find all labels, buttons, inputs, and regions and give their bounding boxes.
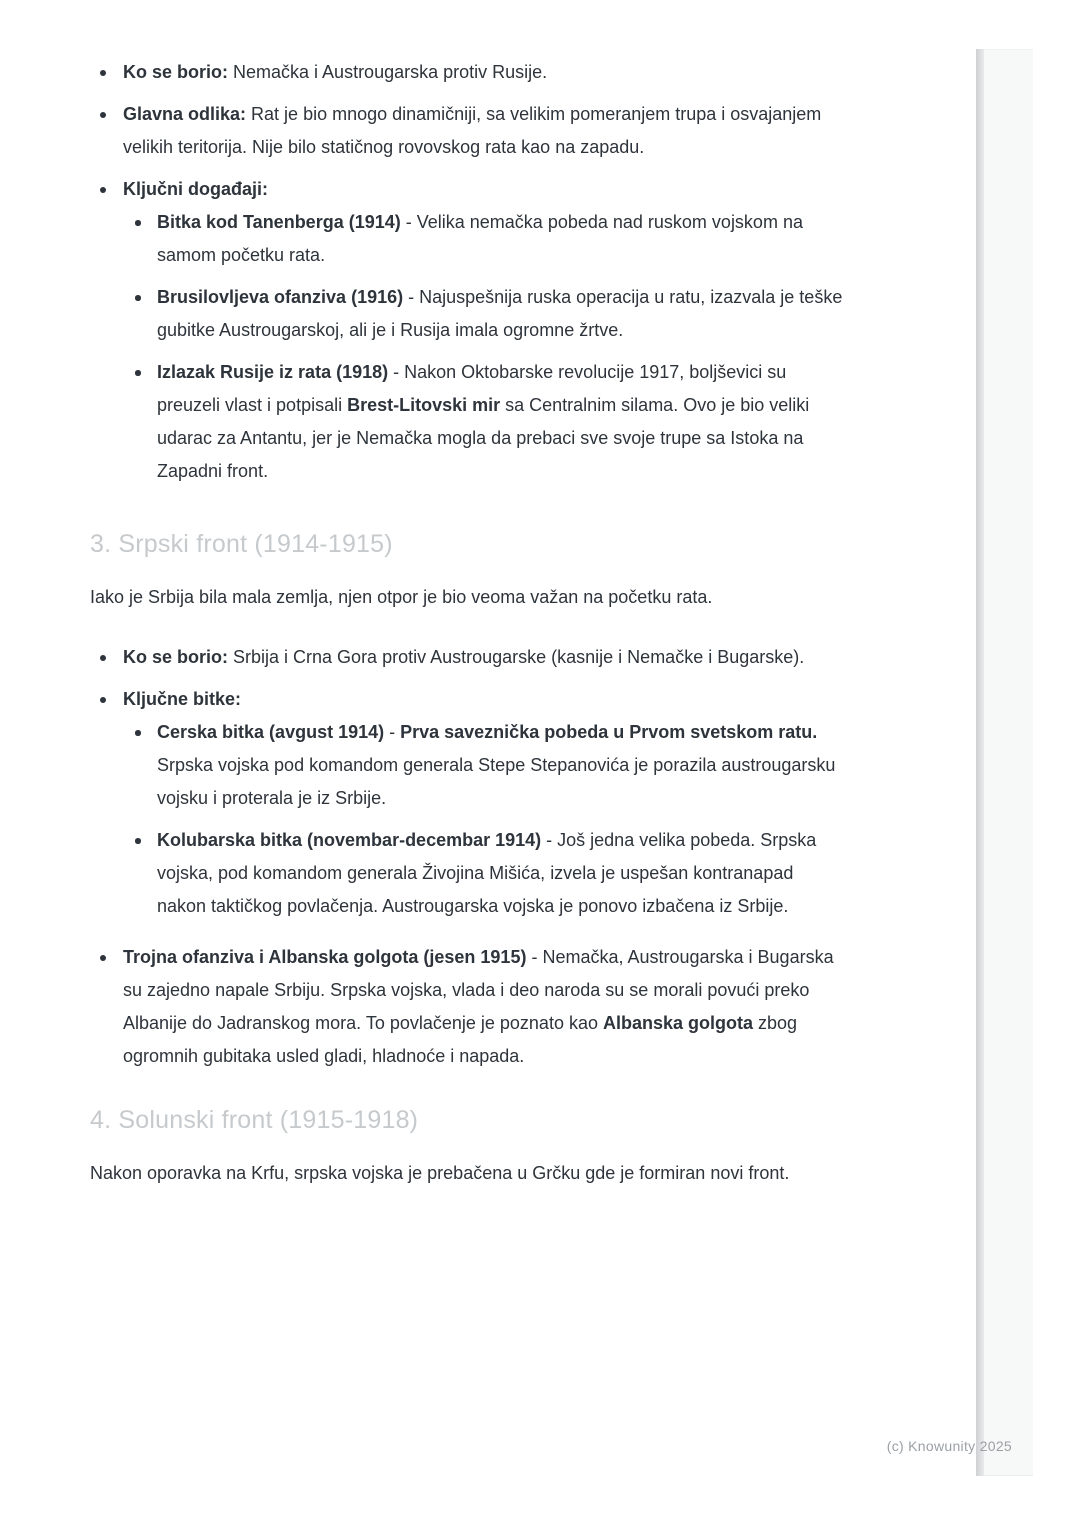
event-text: - Najuspešnija ruska operacija u ratu, izazvala je teške gubitke Austrougarskoj, ali je i Rusija imala ogromne žrtve. bbox=[157, 287, 843, 340]
battle-dash: - bbox=[384, 722, 401, 742]
item-text: zbog ogromnih gubitaka usled gladi, hladnoće i napada. bbox=[123, 1013, 798, 1066]
item-text: Nemačka i Austrougarska protiv Rusije. bbox=[228, 62, 548, 82]
item-label: Glavna odlika: bbox=[123, 104, 247, 124]
page-edge-shadow bbox=[976, 49, 984, 1476]
event-text: sa Centralnim silama. Ovo je bio veliki udarac za Antantu, jer je Nemačka mogla da prebaci sve svoje trupe sa Istoka na Zapadni front. bbox=[157, 395, 810, 481]
list-item-kljucne-bitke bbox=[90, 683, 846, 932]
list-item-brusilovljeva-ofanziva bbox=[123, 281, 846, 347]
item-label: Ključni događaji: bbox=[123, 179, 269, 199]
item-text: - Nemačka, Austrougarska i Bugarska su zajedno napale Srbiju. Srpska vojska, vlada i deo naroda su se morali povući preko Albanije do Jadranskog mora. To povlačenje je poznato kao bbox=[123, 947, 834, 1033]
list-item-kljucni-dogadjaji bbox=[90, 173, 846, 497]
event-bold-phrase: Brest-Litovski mir bbox=[347, 395, 501, 415]
list-item-ko-se-borio-srbija bbox=[90, 641, 846, 674]
list-item-glavna-odlika bbox=[90, 98, 846, 164]
list-item-izlazak-rusije bbox=[123, 356, 846, 488]
sublist-kljucne-bitke bbox=[123, 716, 846, 932]
battle-title: Cerska bitka (avgust 1914) bbox=[157, 722, 385, 742]
battle-text: - Još jedna velika pobeda. Srpska vojska, pod komandom generala Živojina Mišića, izvela je uspešan kontranapad nakon taktičkog povlačenja. Austrougarska vojska je ponovo izbačena iz Srbije. bbox=[157, 830, 817, 916]
heading-srpski-front: 3. Srpski front (1914-1915) bbox=[90, 530, 393, 558]
list-item-bitka-kod-tanenberga bbox=[123, 206, 846, 272]
document-content bbox=[90, 56, 846, 1217]
event-text: - Velika nemačka pobeda nad ruskom vojskom na samom početku rata. bbox=[157, 212, 803, 265]
item-bold-phrase: Albanska golgota bbox=[602, 1013, 754, 1033]
copyright-watermark: (c) Knowunity 2025 bbox=[886, 1438, 1012, 1454]
list-serbian-front bbox=[90, 641, 846, 1082]
item-text: Srbija i Crna Gora protiv Austrougarske (kasnije i Nemačke i Bugarske). bbox=[228, 647, 805, 667]
heading-solunski-front: 4. Solunski front (1915-1918) bbox=[90, 1106, 419, 1134]
item-title: Trojna ofanziva i Albanska golgota (jesen 1915) bbox=[123, 947, 527, 967]
list-eastern-front bbox=[90, 56, 846, 506]
paragraph-srpski-intro: Iako je Srbija bila mala zemlja, njen otpor je bio veoma važan na početku rata. bbox=[90, 587, 713, 607]
event-title: Izlazak Rusije iz rata (1918) bbox=[157, 362, 389, 382]
item-label: Ko se borio: bbox=[123, 647, 229, 667]
paragraph-solunski-intro: Nakon oporavka na Krfu, srpska vojska je prebačena u Grčku gde je formiran novi front. bbox=[90, 1163, 790, 1183]
item-label: Ko se borio: bbox=[123, 62, 229, 82]
right-gutter bbox=[984, 49, 1033, 1476]
sublist-kljucni-dogadjaji bbox=[123, 206, 846, 497]
item-text: Rat je bio mnogo dinamičniji, sa velikim pomeranjem trupa i osvajanjem velikih teritorija. Nije bilo statičnog rovovskog rata kao na zapadu. bbox=[123, 104, 822, 157]
event-title: Brusilovljeva ofanziva (1916) bbox=[157, 287, 404, 307]
list-item-kolubarska-bitka bbox=[123, 824, 846, 923]
item-label: Ključne bitke: bbox=[123, 689, 242, 709]
event-title: Bitka kod Tanenberga (1914) bbox=[157, 212, 401, 232]
list-item-cerska-bitka bbox=[123, 716, 846, 815]
list-item-ko-se-borio bbox=[90, 56, 846, 89]
list-item-trojna-ofanziva bbox=[90, 941, 846, 1073]
battle-title: Kolubarska bitka (novembar-decembar 1914) bbox=[157, 830, 542, 850]
battle-text: Srpska vojska pod komandom generala Stepe Stepanovića je porazila austrougarsku vojsku i proterala je iz Srbije. bbox=[157, 755, 836, 808]
battle-bold-phrase: Prva saveznička pobeda u Prvom svetskom ratu. bbox=[400, 722, 818, 742]
event-text: - Nakon Oktobarske revolucije 1917, boljševici su preuzeli vlast i potpisali bbox=[157, 362, 787, 415]
